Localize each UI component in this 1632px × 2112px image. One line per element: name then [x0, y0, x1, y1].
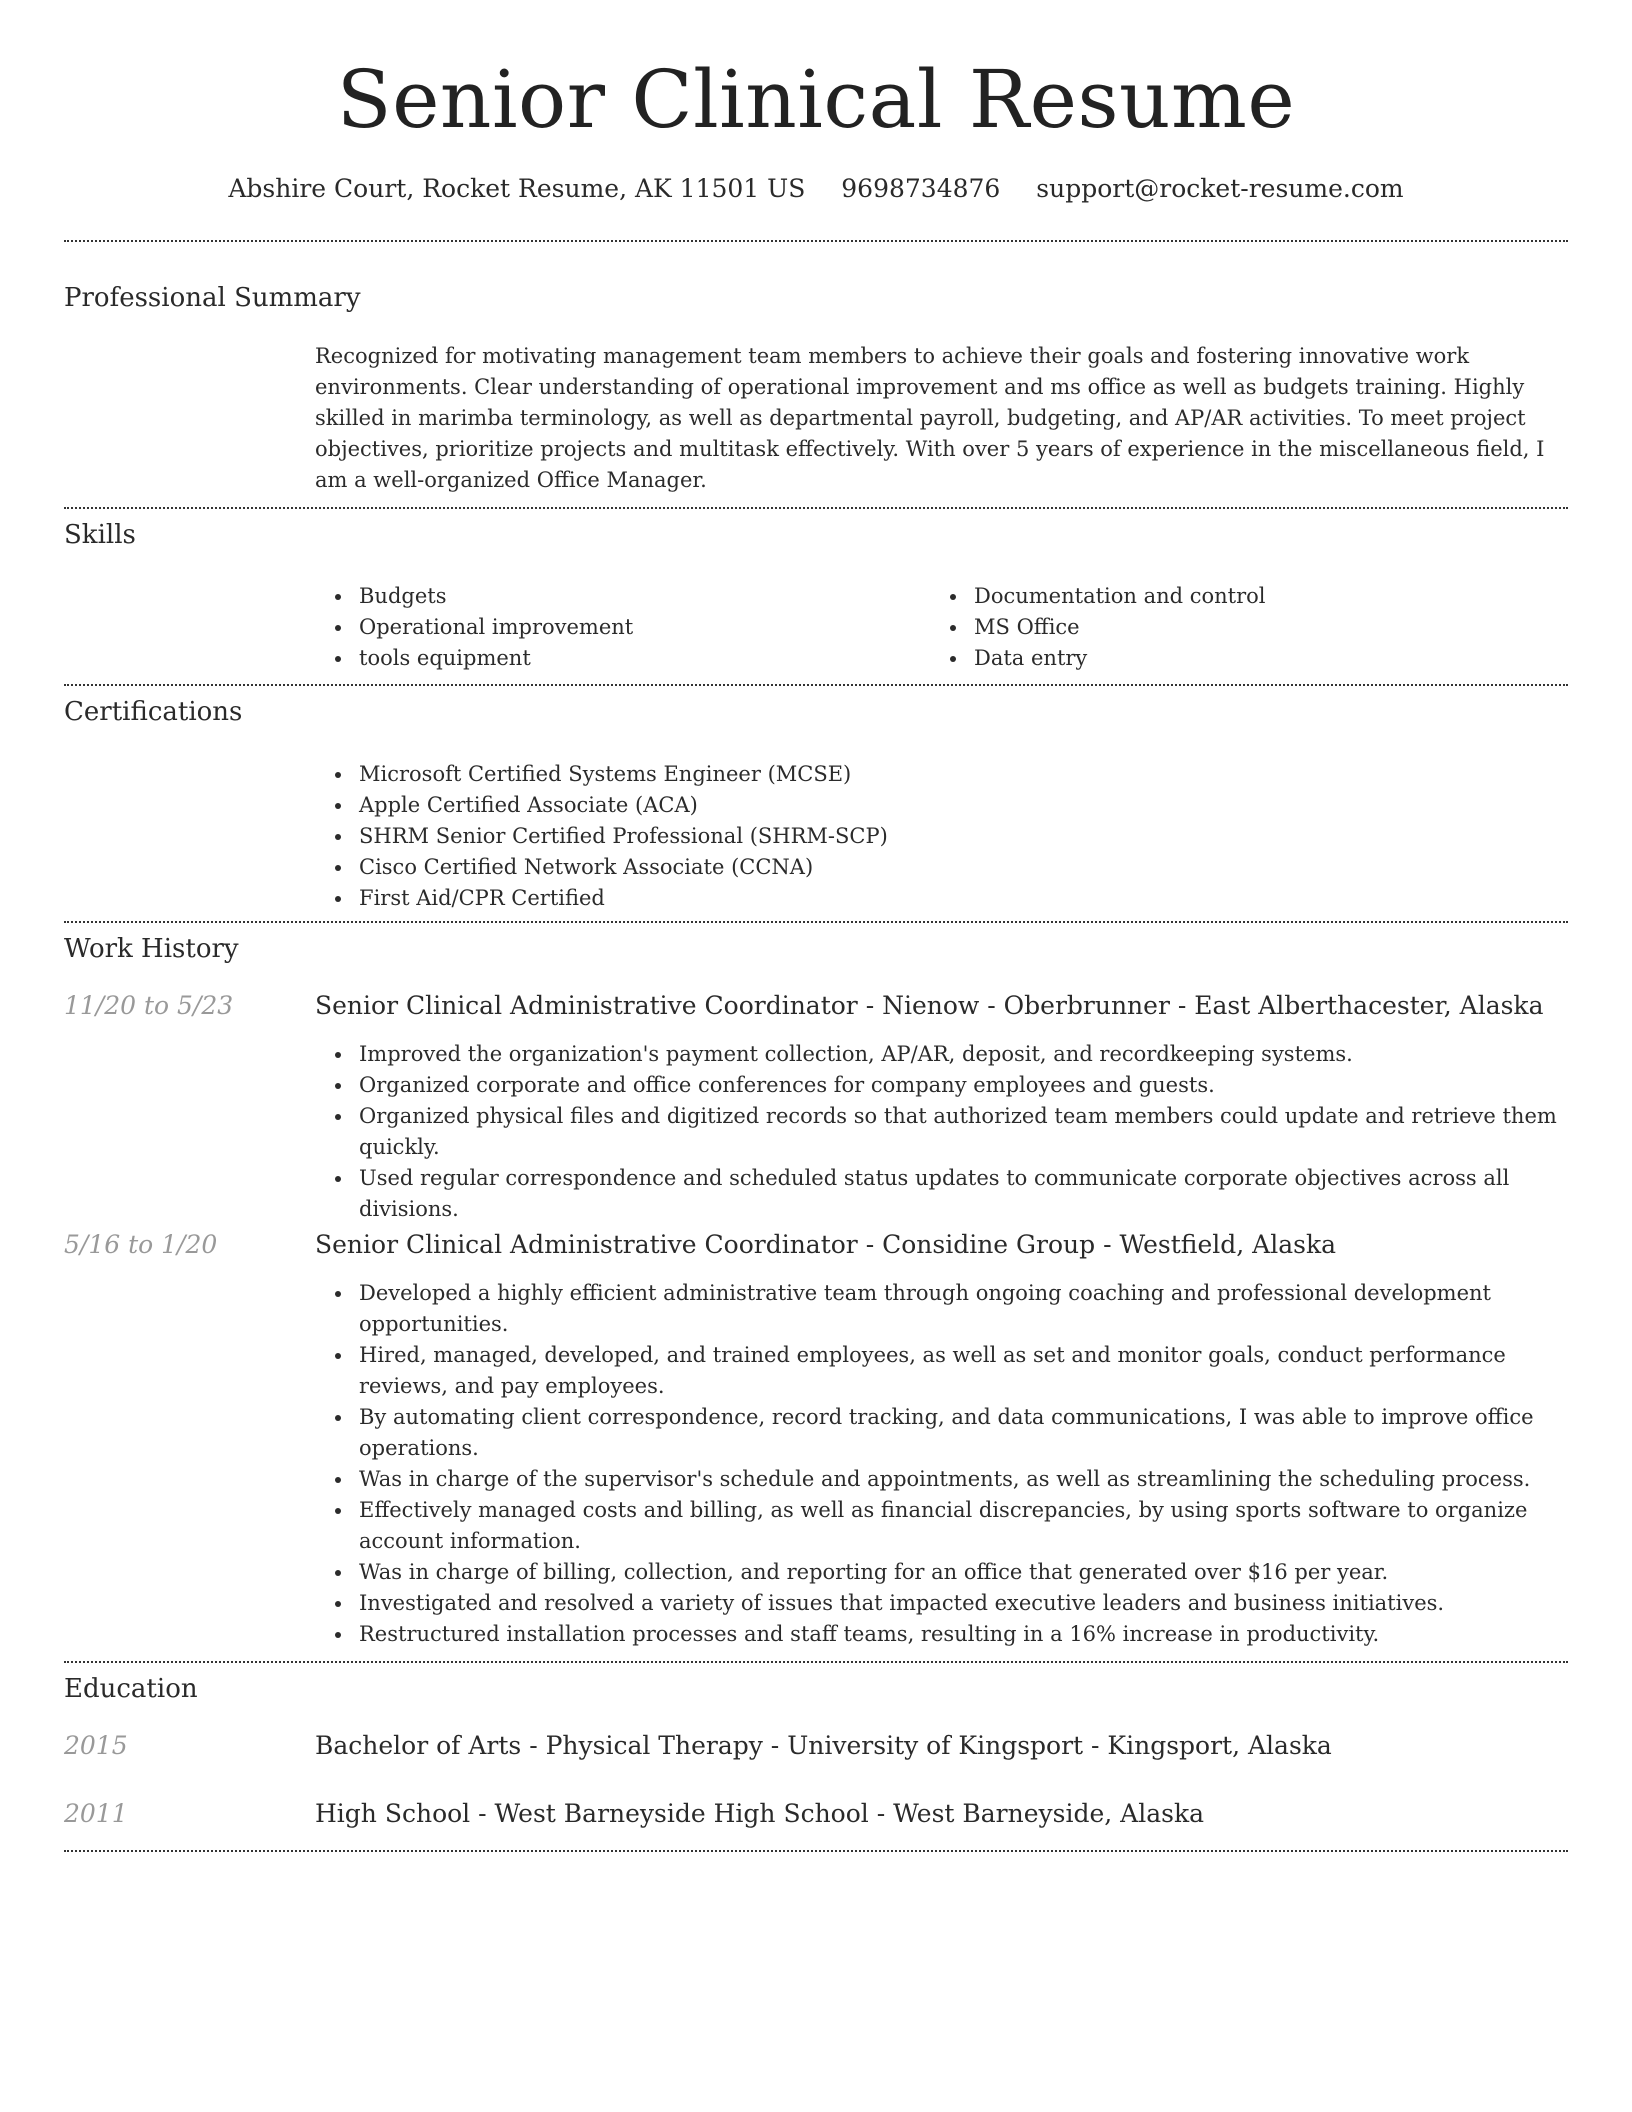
- skill-item: tools equipment: [315, 643, 875, 674]
- job-bullet: Investigated and resolved a variety of issues that impacted executive leaders and business initiatives.: [315, 1588, 1570, 1619]
- skill-item: Data entry: [930, 643, 1550, 674]
- divider: [64, 240, 1568, 242]
- job-bullet: Developed a highly efficient administrative team through ongoing coaching and professional development opportunities.: [315, 1278, 1570, 1340]
- section-title-skills: Skills: [64, 520, 136, 550]
- education-year: 2015: [64, 1731, 128, 1760]
- divider: [64, 1850, 1568, 1852]
- certification-item: Apple Certified Associate (ACA): [315, 790, 1515, 821]
- education-heading: High School - West Barneyside High School - West Barneyside, Alaska: [315, 1799, 1205, 1828]
- skill-item: MS Office: [930, 612, 1550, 643]
- job-bullet: Used regular correspondence and scheduled status updates to communicate corporate objectives across all divisions.: [315, 1163, 1570, 1225]
- certifications-list: [315, 759, 1515, 914]
- job-bullet: Was in charge of the supervisor's schedule and appointments, as well as streamlining the scheduling process.: [315, 1464, 1570, 1495]
- certification-item: Microsoft Certified Systems Engineer (MCSE): [315, 759, 1515, 790]
- job-bullet: Organized physical files and digitized records so that authorized team members could update and retrieve them quickly.: [315, 1101, 1570, 1163]
- job-bullet: Organized corporate and office conferences for company employees and guests.: [315, 1070, 1570, 1101]
- certification-item: First Aid/CPR Certified: [315, 883, 1515, 914]
- contact-line: [0, 170, 1632, 208]
- job-bullet: By automating client correspondence, record tracking, and data communications, I was able to improve office operations.: [315, 1402, 1570, 1464]
- job-dates: 11/20 to 5/23: [64, 991, 234, 1020]
- contact-phone: 9698734876: [841, 174, 1001, 203]
- contact-email: support@rocket-resume.com: [1036, 174, 1404, 203]
- skill-item: Budgets: [315, 581, 875, 612]
- divider: [64, 684, 1568, 686]
- contact-address: Abshire Court, Rocket Resume, AK 11501 US: [228, 174, 806, 203]
- job-dates: 5/16 to 1/20: [64, 1230, 218, 1259]
- education-heading: Bachelor of Arts - Physical Therapy - University of Kingsport - Kingsport, Alaska: [315, 1731, 1332, 1760]
- job-bullets: [315, 1039, 1570, 1225]
- section-title-certifications: Certifications: [64, 697, 243, 727]
- divider: [64, 921, 1568, 923]
- resume-name: Senior Clinical Resume: [336, 53, 1296, 146]
- job-heading: Senior Clinical Administrative Coordinator - Nienow - Oberbrunner - East Alberthacester, Alaska: [315, 991, 1544, 1020]
- skills-list-left: [315, 581, 875, 674]
- job-bullet: Restructured installation processes and staff teams, resulting in a 16% increase in productivity.: [315, 1619, 1570, 1650]
- summary-text: Recognized for motivating management team members to achieve their goals and fostering innovative work environments. Clear understanding of operational improvement and ms office as well as budgets training. Highly skilled in marimba terminology, as well as departmental payroll, budgeting, and AP/AR activities. To meet project objectives, prioritize projects and multitask effectively. With over 5 years of experience in the miscellaneous field, I am a well-organized Office Manager.: [315, 344, 1545, 492]
- job-bullet: Hired, managed, developed, and trained employees, as well as set and monitor goals, conduct performance reviews, and pay employees.: [315, 1340, 1570, 1402]
- job-bullets: [315, 1278, 1570, 1650]
- skill-item: Operational improvement: [315, 612, 875, 643]
- divider: [64, 507, 1568, 509]
- skill-item: Documentation and control: [930, 581, 1550, 612]
- section-title-education: Education: [64, 1674, 198, 1704]
- education-year: 2011: [64, 1799, 128, 1828]
- section-title-summary: Professional Summary: [64, 283, 361, 313]
- job-bullet: Effectively managed costs and billing, as well as financial discrepancies, by using sports software to organize account information.: [315, 1495, 1570, 1557]
- job-heading: Senior Clinical Administrative Coordinator - Considine Group - Westfield, Alaska: [315, 1230, 1336, 1259]
- certification-item: Cisco Certified Network Associate (CCNA): [315, 852, 1515, 883]
- section-title-work-history: Work History: [64, 934, 239, 964]
- certification-item: SHRM Senior Certified Professional (SHRM-SCP): [315, 821, 1515, 852]
- job-bullet: Was in charge of billing, collection, and reporting for an office that generated over $16 per year.: [315, 1557, 1570, 1588]
- divider: [64, 1661, 1568, 1663]
- job-bullet: Improved the organization's payment collection, AP/AR, deposit, and recordkeeping systems.: [315, 1039, 1570, 1070]
- skills-list-right: [930, 581, 1550, 674]
